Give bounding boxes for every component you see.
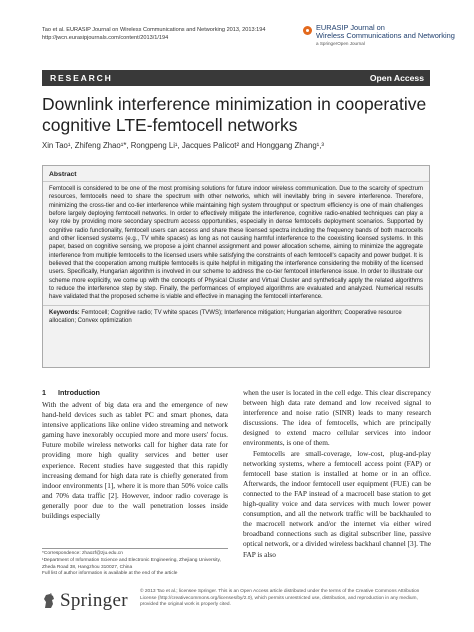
left-column <box>42 388 228 521</box>
keywords <box>43 305 429 326</box>
keywords-list: Femtocell; Cognitive radio; TV white spaces (TVWS); Interference mitigation; Hungarian algorithm; Cooperative resource allocation; Convex optimization <box>49 309 402 325</box>
author-info-note: Full list of author information is available at the end of the article <box>42 571 178 577</box>
open-access-label: Open Access <box>369 73 424 83</box>
section-title: Introduction <box>58 388 100 397</box>
intro-paragraph-2: when the user is located in the cell edge. This clear discrepancy between high data rate demand and low received signal to interference and noise ratio (SINR) leads to many research discussions. The idea of femtocells, which are principally designed to extend macro cellular services into indoor environments, is one of them. <box>243 388 431 448</box>
intro-paragraph-3: Femtocells are small-coverage, low-cost, plug-and-play networking systems, where a femtocell access point (FAP) or femtocell base station is installed at home or in an office. Afterwards, the indoor femtocell user equipment (FUE) can be connected to the FAP instead of a macrocell base station to get high-quality voice and data services with much lower power consumption, and all the network traffic will be backhauled to the macrocell network and/or the internet via either wired broadband connections such as digital subscriber line, passive optical network, or a divided wireless backhaul channel [3]. The FAP is also <box>243 448 431 559</box>
citation-line: Tao et al. EURASIP Journal on Wireless Communications and Networking 2013, 2013:194 <box>42 27 266 33</box>
abstract-box <box>42 165 430 368</box>
right-column <box>243 388 431 560</box>
paper-title: Downlink interference minimization in cooperative cognitive LTE-femtocell networks <box>42 94 427 135</box>
journal-logo-sub: a SpringerOpen Journal <box>316 40 365 46</box>
running-header <box>42 26 265 42</box>
section-number: 1 <box>42 388 46 397</box>
springer-horse-icon <box>42 593 56 609</box>
journal-logo-line1: EURASIP Journal on <box>316 23 385 32</box>
intro-paragraph-1: With the advent of big data era and the emergence of new hand-held devices such as tablet PC and smart phones, data intensive applications like online video streaming and network gaming have inexorably occupied more and more users' focus. Future mobile wireless networks call for higher data rate for providing more high quality services and better user experience. Recent studies have suggested that this rapidly increasing demand for high data rate is chiefly generated from indoor environments [1], where it is more than 50% voice calls and 70% data traffic [2]. However, indoor radio coverage is generally poor due to the wall penetration losses inside buildings especially <box>42 400 228 521</box>
article-type-label: RESEARCH <box>50 73 113 83</box>
author-list: Xin Tao¹, Zhifeng Zhao¹*, Rongpeng Li¹, Jacques Palicot² and Honggang Zhang¹,³ <box>42 141 325 150</box>
abstract-body: Femtocell is considered to be one of the most promising solutions for future indoor wireless communication. Due to the scarcity of spectrum resources, femtocells need to share the spectrum with other networks, which will inevitably bring in severe interference. Therefore, minimizing the cross-tier and co-tier interference while maintaining high system throughput or spectrum efficiency is one of main challenges before largely deploying femtocell networks. In order to effectively mitigate the interference, cognitive radio-enabled techniques can play a key role by providing more secondary spectrum access opportunities, especially in dense femtocells deployment scenarios. Supported by cognitive radio functionality, femtocell users can access and share these licensed spectra including the frequency bands of both macrocells and other licensed systems (e.g., TV white spaces) as long as not causing harmful interference to the coexisting licensed systems. In this paper, based on cognitive sensing, we propose a joint channel assignment and power allocation scheme, aiming to minimize the aggregate interference from multiple femtocells to the licensed users while satisfying the constraints of each femtocell's capacity and power budget. It is believed that the cooperation among multiple femtocells is quite helpful in mitigating the interference considering the mobility of the licensed users. Specifically, Hungarian algorithm is involved in our scheme to address the co-tier femtocell interference issue. In order to illustrate our scheme more explicitly, we come up with the concepts of Physical Cluster and Virtual Cluster and synthetically apply the related algorithms to reduce the interference step by step. Finally, the performances of employed algorithms are evaluated and analyzed. Numerical results have validated that the proposed scheme is viable and effective in managing the femtocell interference. <box>49 186 423 301</box>
journal-logo <box>303 24 455 47</box>
springer-logo <box>42 590 128 612</box>
license-text: © 2013 Tao et al.; licensee Springer. This is an Open Access article distributed under the terms of the Creative Commons Attribution License (http://creativecommons.org/licenses/by/2.0), which permits unrestricted use, distribution, and reproduction in any medium, provided the original work is properly cited. <box>140 589 420 608</box>
affiliation-note: ¹Department of Information Science and Electronic Engineering, Zhejiang University, Zheda Road 38, Hangzhou 310027, China <box>42 557 221 570</box>
publisher-name: Springer <box>60 590 128 611</box>
journal-logo-line2: Wireless Communications and Networking <box>316 31 455 41</box>
correspondence-note: *Correspondence: zhaozf@zju.edu.cn <box>42 551 123 556</box>
abstract-heading: Abstract <box>43 166 429 182</box>
footnotes <box>42 548 228 578</box>
eurasip-logo-icon <box>303 26 312 35</box>
keywords-label: Keywords: <box>49 309 80 316</box>
article-url[interactable]: http://jwcn.eurasipjournals.com/content/2013/1/194 <box>42 35 169 41</box>
section-heading-introduction <box>42 388 228 397</box>
article-type-banner <box>42 70 430 86</box>
